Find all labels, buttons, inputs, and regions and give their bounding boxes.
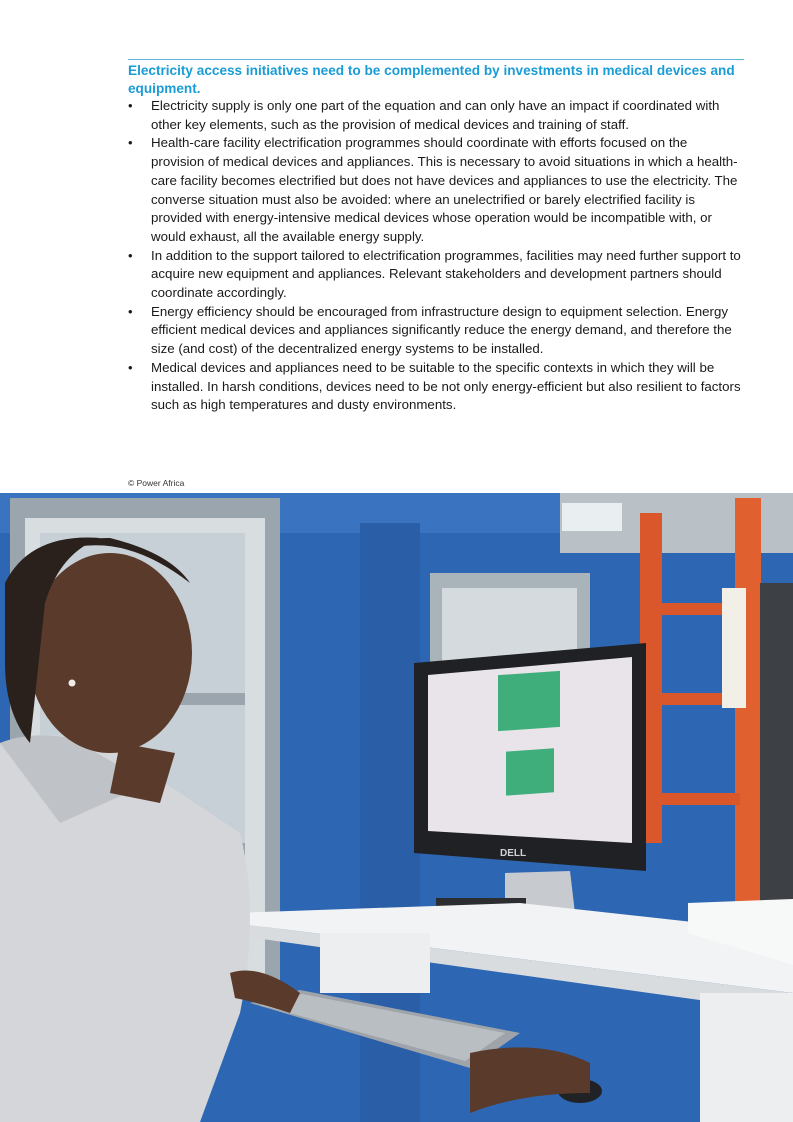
bullet-glyph: • (128, 135, 133, 151)
bullet-glyph: • (128, 303, 133, 319)
bullet-item (128, 359, 744, 415)
bullet-glyph: • (128, 98, 133, 113)
lab-photo (0, 493, 793, 1122)
bullet-item (128, 134, 744, 246)
bullet-glyph: • (128, 247, 133, 263)
bullet-text: Energy efficiency should be encouraged from infrastructure design to equipment selection. Energy efficient medical devices and appliances significantly reduce the energy demand, and therefore the size (and cost) of the decentralized energy systems to be installed. (151, 303, 732, 357)
bullet-item (128, 303, 744, 359)
bullet-text: Electricity supply is only one part of the equation and can only have an impact if coordinated with other key elements, such as the provision of medical devices and training of staff. (151, 98, 720, 132)
bullet-text: In addition to the support tailored to electrification programmes, facilities may need further support to acquire new equipment and appliances. Relevant stakeholders and development partners should coordinate accordingly. (151, 247, 741, 301)
photo-credit: © Power Africa (128, 478, 185, 488)
section-heading: Electricity access initiatives need to be complemented by investments in medical devices and equipment. (128, 63, 735, 96)
section-top-rule (128, 59, 744, 60)
bullet-list (128, 97, 744, 415)
lab-photo-illustration (0, 493, 793, 1122)
monitor-brand: DELL (500, 848, 527, 859)
bullet-text: Medical devices and appliances need to be suitable to the specific contexts in which they will be installed. In harsh conditions, devices need to be not only energy-efficient but also resilient to factors such as high temperatures and dusty environments. (151, 359, 741, 413)
bullet-item (128, 247, 744, 303)
bullet-glyph: • (128, 359, 133, 375)
bullet-text: Health-care facility electrification programmes should coordinate with efforts focused on the provision of medical devices and appliances. This is necessary to avoid situations in which a health-care facility becomes electrified but does not have devices and appliances to use the electricity. The converse situation must also be avoided: where an unelectrified or barely electrified facility is provided with energy-intensive medical devices whose operation would be incompatible with, or would exhaust, all the available energy supply. (151, 135, 738, 244)
bullet-item (128, 97, 744, 134)
